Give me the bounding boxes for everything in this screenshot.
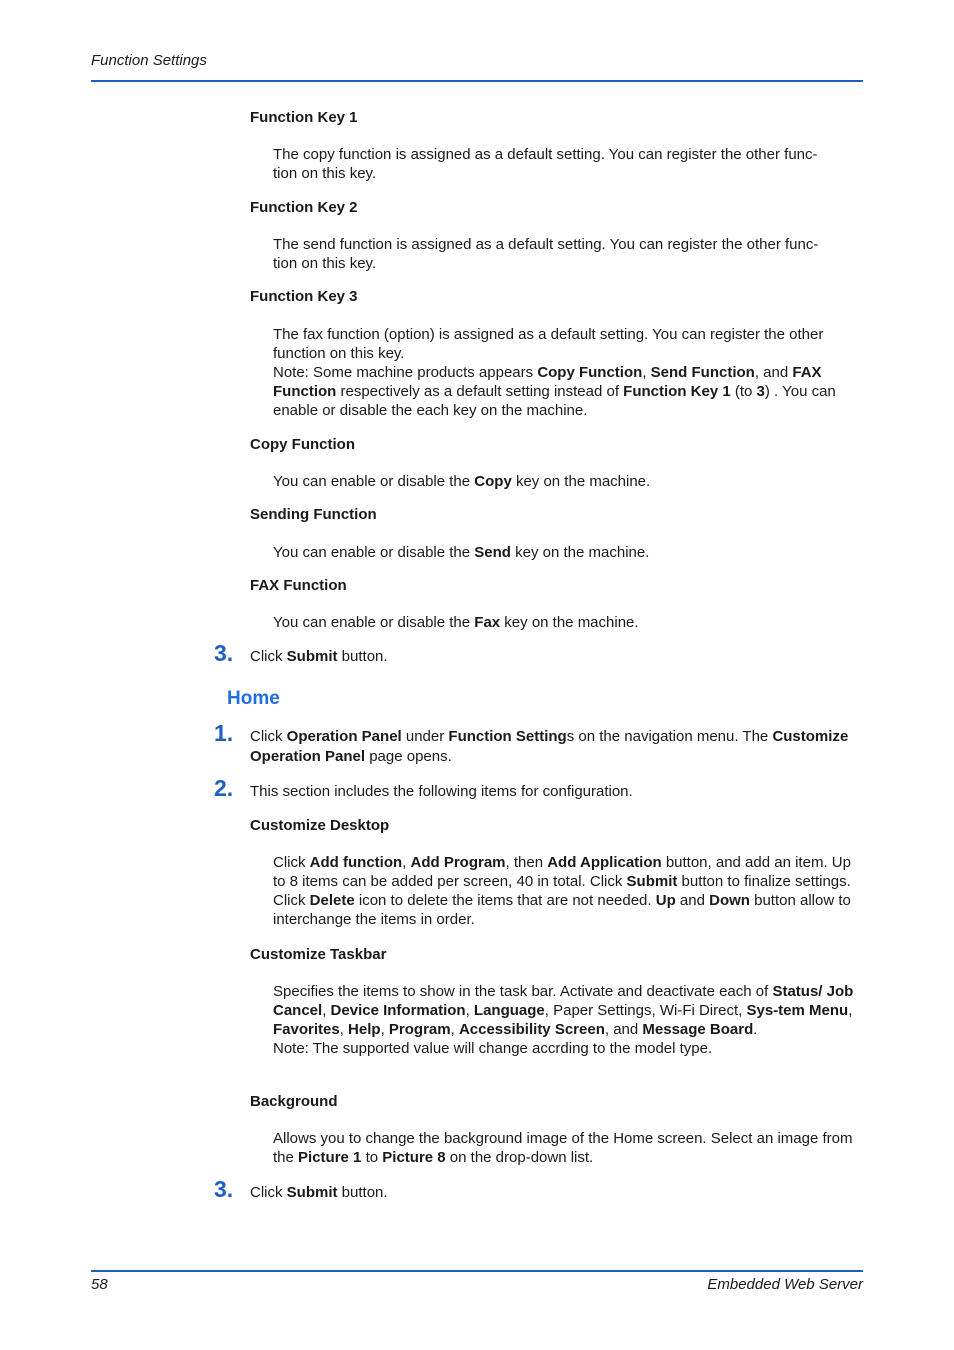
note-text: Note: Some machine products appears — [273, 364, 538, 381]
text: , — [322, 1002, 331, 1019]
function-key-3-line1: The fax function (option) is assigned as a default setting. You can register the other function on this key. — [273, 326, 824, 362]
bold-text: Down — [709, 892, 750, 909]
text: Click — [250, 1184, 287, 1201]
text: button allow to interchange the items in order. — [273, 892, 851, 928]
note-text: respectively as a default setting instead of — [336, 383, 624, 400]
footer-doc-title: Embedded Web Server — [707, 1276, 863, 1293]
background-text — [273, 1129, 863, 1167]
text: . — [753, 1021, 758, 1038]
note-text: , and — [754, 364, 793, 381]
bold-text: Submit — [286, 1184, 338, 1201]
step-number: 2. — [214, 775, 234, 801]
text: You can enable or disable the — [273, 614, 475, 631]
bold-text: Sys-tem Menu — [746, 1002, 849, 1019]
text: , then — [505, 854, 548, 871]
fax-function-text — [273, 613, 863, 632]
text: button. — [337, 648, 388, 665]
note-bold: Send Function — [650, 364, 755, 381]
text: , — [848, 1002, 853, 1019]
text: , — [450, 1021, 459, 1038]
bold-text: Up — [655, 892, 676, 909]
function-key-3-text — [273, 325, 863, 420]
bold-text: Submit — [626, 873, 678, 890]
bold-text: Fax — [474, 614, 501, 631]
bold-text: Add Program — [410, 854, 506, 871]
customize-desktop-heading: Customize Desktop — [250, 817, 390, 834]
text: Click — [273, 854, 310, 871]
text: Allows you to change the background image of the Home screen. Select an image from the — [273, 1130, 853, 1166]
text: Click — [250, 648, 287, 665]
running-header: Function Settings — [91, 52, 207, 69]
step-number: 3. — [214, 640, 234, 666]
bold-text: Function Setting — [448, 728, 567, 745]
background-heading: Background — [250, 1093, 338, 1110]
copy-function-text — [273, 472, 863, 491]
text: s on the navigation menu. The — [566, 728, 773, 745]
bold-text: Operation Panel — [286, 728, 402, 745]
text: key on the machine. — [500, 614, 639, 631]
bold-text: Status/ Job Cancel — [273, 983, 854, 1019]
step-number: 1. — [214, 720, 234, 746]
text: , and — [604, 1021, 643, 1038]
taskbar-note: Note: The supported value will change accrding to the model type. — [273, 1040, 713, 1057]
page-number: 58 — [91, 1276, 108, 1293]
text: , — [402, 854, 411, 871]
fax-function-heading: FAX Function — [250, 577, 347, 594]
note-bold: Copy Function — [537, 364, 643, 381]
note-bold: 3 — [756, 383, 765, 400]
home-step-2-text: This section includes the following items for configuration. — [250, 783, 633, 800]
sending-function-text — [273, 543, 863, 562]
text: key on the machine. — [511, 473, 651, 490]
text: button to finalize settings. Click — [273, 873, 851, 909]
note-text: (to — [730, 383, 757, 400]
bold-text: Help — [348, 1021, 381, 1038]
customize-taskbar-heading: Customize Taskbar — [250, 946, 387, 963]
text: icon to delete the items that are not needed. — [354, 892, 656, 909]
bold-text: Language — [473, 1002, 545, 1019]
bold-text: Picture 1 — [298, 1149, 362, 1166]
step-3-text — [250, 647, 863, 667]
bold-text: Message Board — [642, 1021, 754, 1038]
text: to — [361, 1149, 383, 1166]
home-step-1-text — [250, 727, 863, 767]
home-section-title: Home — [227, 688, 280, 709]
text: under — [401, 728, 449, 745]
bold-text: Program — [388, 1021, 451, 1038]
note-bold: Function Key 1 — [623, 383, 731, 400]
text: on the drop-down list. — [445, 1149, 594, 1166]
bold-text: Submit — [286, 648, 338, 665]
text: You can enable or disable the — [273, 473, 475, 490]
note-text: , — [642, 364, 651, 381]
step-number: 3. — [214, 1176, 234, 1202]
bold-text: Copy — [474, 473, 512, 490]
text: , — [380, 1021, 389, 1038]
note-text: ) . You can enable or disable the each key on the machine. — [273, 383, 836, 419]
text: page opens. — [365, 748, 452, 765]
sending-function-heading: Sending Function — [250, 506, 377, 523]
bold-text: Device Information — [330, 1002, 466, 1019]
function-key-2-heading: Function Key 2 — [250, 199, 358, 216]
customize-desktop-text — [273, 853, 863, 929]
note-bold: FAX Function — [273, 364, 822, 400]
bold-text: Customize Operation Panel — [250, 728, 849, 765]
bold-text: Send — [474, 544, 511, 561]
bold-text: Favorites — [273, 1021, 340, 1038]
text: , Paper Settings, Wi-Fi Direct, — [544, 1002, 747, 1019]
function-key-1-text: The copy function is assigned as a default setting. You can register the other func- tion on this key. — [273, 146, 818, 182]
bold-text: Add function — [309, 854, 403, 871]
text: Click — [250, 728, 287, 745]
bold-text: Delete — [309, 892, 355, 909]
text: , — [465, 1002, 474, 1019]
text: and — [675, 892, 710, 909]
footer-rule — [91, 1270, 863, 1272]
function-key-2-text: The send function is assigned as a default setting. You can register the other func- tion on this key. — [273, 236, 819, 272]
copy-function-heading: Copy Function — [250, 436, 355, 453]
text: button. — [337, 1184, 388, 1201]
bold-text: Picture 8 — [382, 1149, 446, 1166]
text: button, and add an item. Up to 8 items can be added per screen, 40 in total. Click — [273, 854, 851, 890]
text: Specifies the items to show in the task bar. Activate and deactivate each of — [273, 983, 773, 1000]
text: key on the machine. — [510, 544, 650, 561]
header-rule — [91, 80, 863, 82]
function-key-1-heading: Function Key 1 — [250, 109, 358, 126]
text: , — [339, 1021, 349, 1038]
bold-text: Accessibility Screen — [458, 1021, 605, 1038]
customize-taskbar-text — [273, 982, 863, 1058]
bold-text: Add Application — [547, 854, 662, 871]
function-key-3-heading: Function Key 3 — [250, 288, 358, 305]
text: You can enable or disable the — [273, 544, 475, 561]
home-step-3-text — [250, 1183, 863, 1203]
